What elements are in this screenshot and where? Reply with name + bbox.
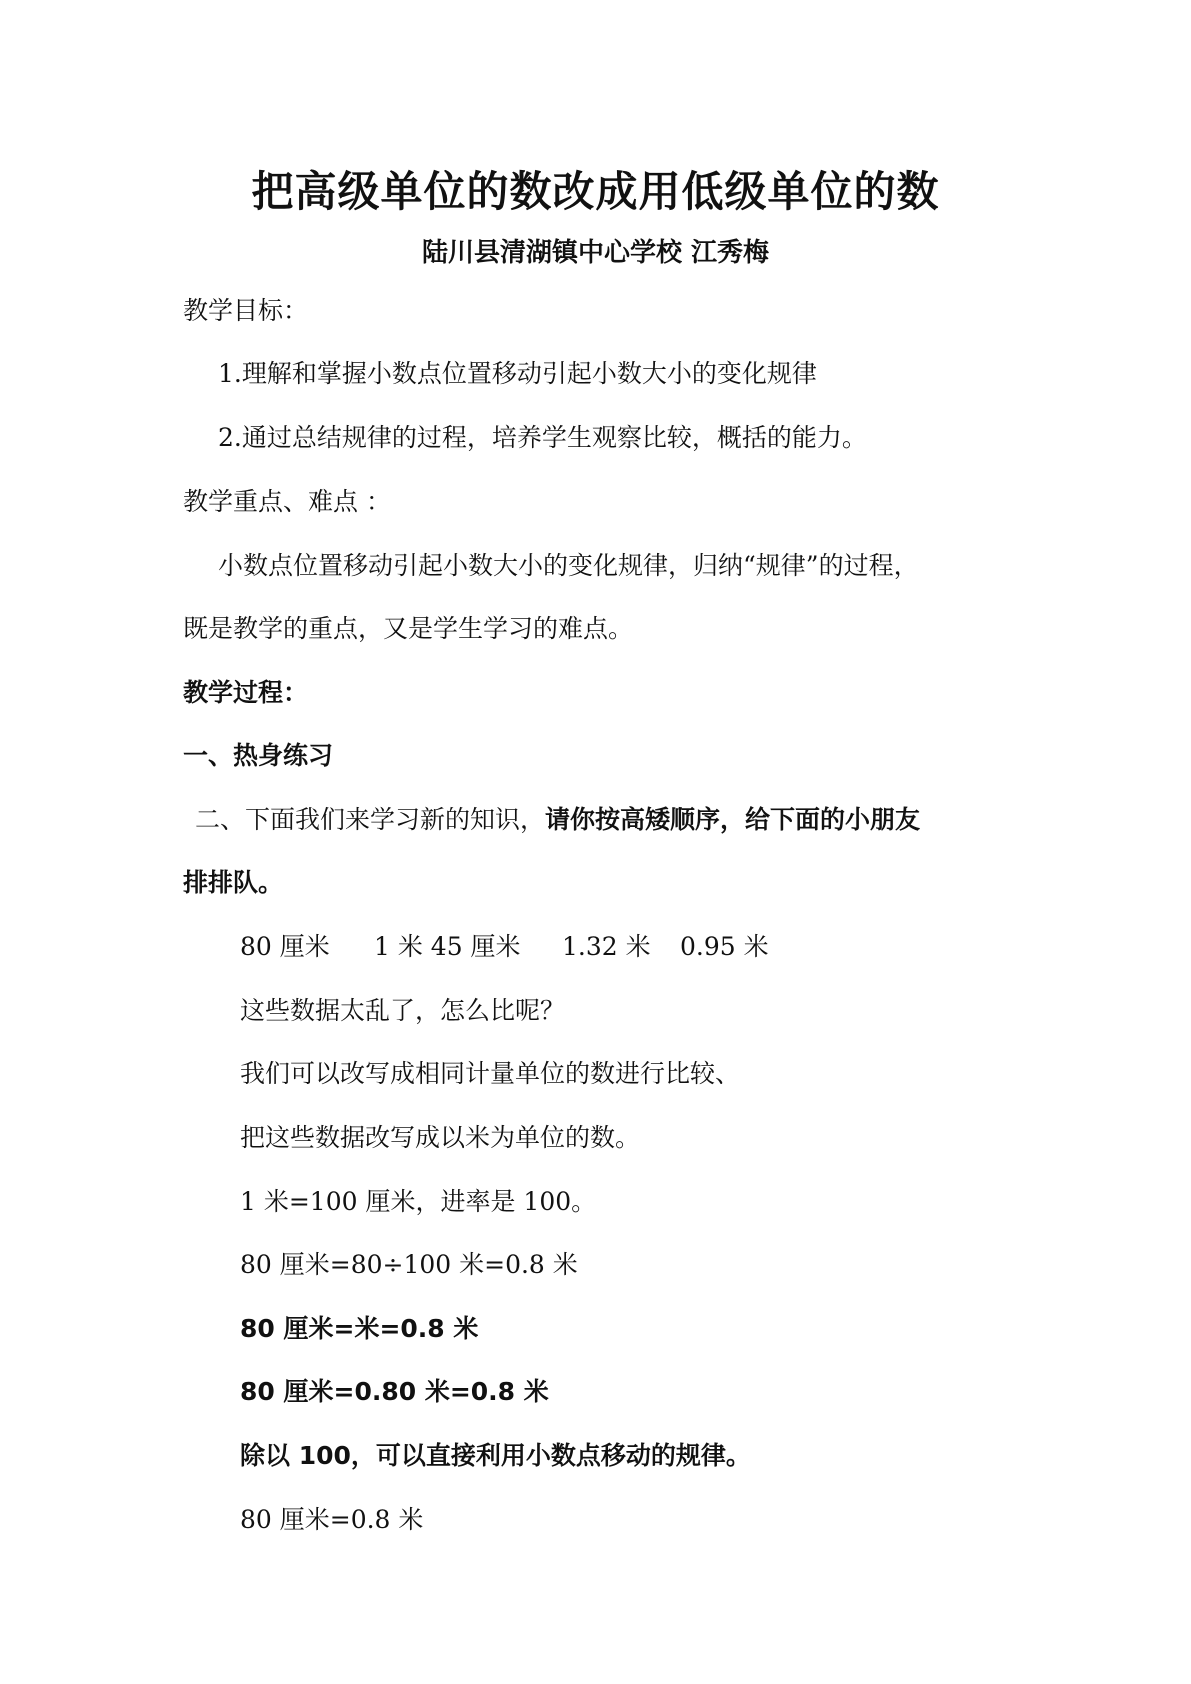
process-heading: 教学过程： <box>183 678 309 707</box>
section-2-line-2: 排排队。 <box>183 868 284 897</box>
line-rewrite: 我们可以改写成相同计量单位的数进行比较、 <box>240 1059 741 1088</box>
author-line: 陆川县清湖镇中心学校 江秀梅 <box>421 238 770 268</box>
key-points-line-1: 小数点位置移动引起小数大小的变化规律，归纳“规律”的过程， <box>218 551 919 580</box>
line-calc-2: 80 厘米=米=0.8 米 <box>240 1314 479 1343</box>
height-item: 0.95 米 <box>680 932 769 961</box>
height-item: 1 米 45 厘米 <box>374 932 521 961</box>
key-points-line-2: 既是教学的重点，又是学生学习的难点。 <box>183 614 634 643</box>
line-final: 80 厘米=0.8 米 <box>240 1505 424 1534</box>
page-title: 把高级单位的数改成用低级单位的数 <box>251 167 940 216</box>
line-convert: 把这些数据改写成以米为单位的数。 <box>240 1123 641 1152</box>
section-2-bold: 请你按高矮顺序，给下面的小朋友 <box>545 805 921 834</box>
line-messy: 这些数据太乱了，怎么比呢？ <box>240 996 566 1025</box>
section-1-heading: 一、热身练习 <box>183 741 334 770</box>
key-points-heading: 教学重点、难点 ： <box>183 487 391 516</box>
line-calc-3: 80 厘米=0.80 米=0.8 米 <box>240 1377 549 1406</box>
section-2-prefix: 二、下面我们来学习新的知识， <box>195 805 546 834</box>
objective-1: 1.理解和掌握小数点位置移动引起小数大小的变化规律 <box>218 359 817 388</box>
line-calc-1: 80 厘米=80÷100 米=0.8 米 <box>240 1250 578 1279</box>
line-rate: 1 米=100 厘米，进率是 100。 <box>240 1187 597 1216</box>
height-item: 80 厘米 <box>240 932 330 961</box>
objective-2: 2.通过总结规律的过程，培养学生观察比较，概括的能力。 <box>218 423 867 452</box>
section-2-line-1 <box>195 805 920 835</box>
heights-list <box>240 932 769 962</box>
objectives-heading: 教学目标： <box>183 296 309 325</box>
height-item: 1.32 米 <box>562 932 651 961</box>
line-rule: 除以 100，可以直接利用小数点移动的规律。 <box>240 1441 751 1470</box>
